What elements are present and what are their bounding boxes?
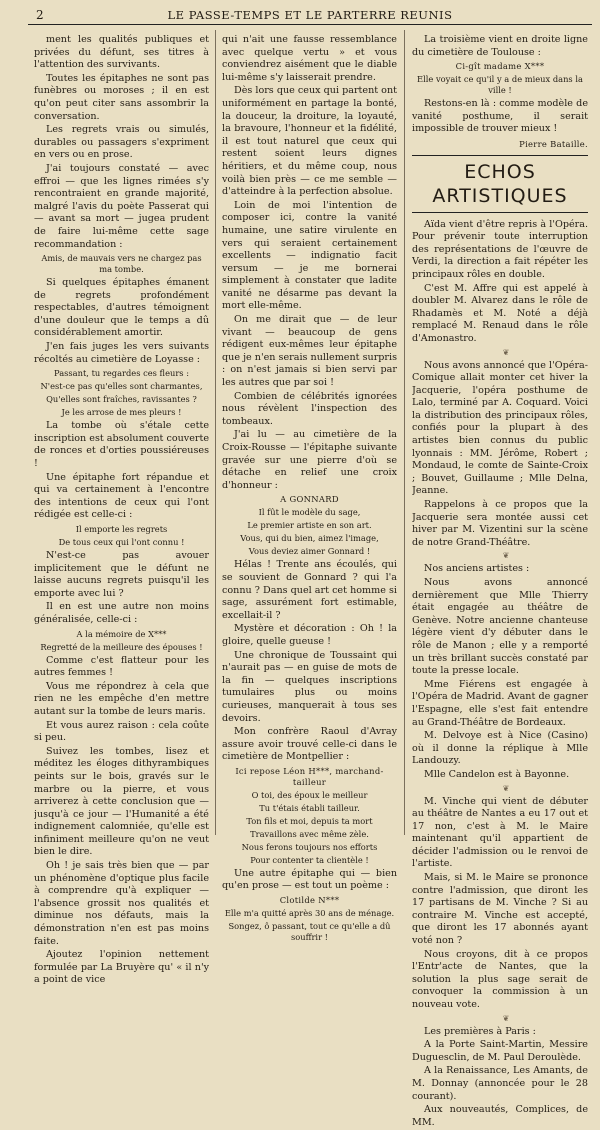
verse-line: De tous ceux qui l'ont connu !: [58, 537, 185, 547]
section-ornament: ❦: [502, 1013, 510, 1023]
paragraph: Dès lors que ceux qui partent ont uniformément en partage la bonté, la douceur, la droiture, la loyauté, la bravoure, l'honneur et la fidélité, il est tout naturel que ceux qui restent soient leurs dignes héritiers, et du même coup, nous voilà bien près — ce me semble — d'atteindre à la perfection absolue.: [222, 85, 397, 198]
paragraph: Une chronique de Toussaint qui n'aurait pas — en guise de mots de la fin — quelques inscriptions tumulaires plus ou moins curieuses, manquerait à tous ses devoirs.: [222, 649, 397, 724]
newspaper-title: LE PASSE-TEMPS ET LE PARTERRE REUNIS: [167, 8, 453, 22]
paragraph: Et vous aurez raison : cela coûte si peu.: [34, 719, 209, 744]
paragraph: Il en est une autre non moins généralisée, celle-ci :: [34, 601, 209, 625]
paragraph: Aux nouveautés, Complices, de MM.: [412, 1104, 588, 1128]
paragraph: Rappelons à ce propos que la Jacquerie sera montée aussi cet hiver par M. Vizentini sur la scène de notre Grand-Théâtre.: [412, 499, 588, 548]
paragraph: La troisième vient en droite ligne du cimetière de Toulouse :: [412, 34, 588, 58]
section-ornament: ❦: [502, 783, 510, 793]
verse-line: Elle m'a quitté après 30 ans de ménage.: [224, 908, 395, 919]
section-ornament: ❦: [502, 551, 510, 561]
paragraph: Mon confrère Raoul d'Avray assure avoir trouvé celle-ci dans le cimetière de Montpellier :: [222, 726, 397, 763]
paragraph: J'ai lu — au cimetière de la Croix-Rousse — l'épitaphe suivante gravée sur une pierre d'où se détache en relief une croix d'honneur :: [222, 429, 397, 491]
verse-line: Il emporte les regrets: [75, 524, 168, 534]
text-column-3: [412, 34, 588, 1130]
verse-line: Amis, de mauvais vers ne chargez pas ma tombe.: [41, 253, 202, 275]
header-rule: [28, 24, 592, 25]
verse-line: N'est-ce pas qu'elles sont charmantes,: [40, 381, 203, 392]
verse-line: Tu t'étais établi tailleur.: [259, 802, 360, 813]
paragraph: Si quelques épitaphes émanent de regrets profondément respectables, d'autres témoignent d'une douleur que le temps a dû considérablement amortir.: [34, 277, 209, 339]
verse-line: Nous ferons toujours nos efforts: [241, 841, 378, 852]
epitaph-heading: Ci-gît madame X***: [455, 61, 545, 72]
paragraph: N'est-ce pas avouer implicitement que le défunt ne laisse aucuns regrets puisqu'il les emporte avec lui ?: [34, 550, 209, 599]
verse-line: Pour contenter ta clientèle !: [250, 854, 369, 865]
verse-line: Le premier artiste en son art.: [247, 520, 372, 531]
verse-line: Qu'elles sont fraîches, ravissantes ?: [46, 394, 197, 405]
verse-line: Vous, qui du bien, aimez l'image,: [240, 533, 379, 544]
paragraph: Nous croyons, dit à ce propos l'Entr'acte de Nantes, que la solution la plus sage serait de convoquer la commission à un nouveau vote.: [412, 948, 588, 1010]
paragraph: A la Porte Saint-Martin, Messire Duguesclin, de M. Paul Deroulède.: [412, 1039, 588, 1063]
paragraph: Ajoutez l'opinion nettement formulée par La Bruyère qu' « il n'y a point de vice: [34, 949, 209, 986]
paragraph: Nous avons annoncé dernièrement que Mlle Thierry était engagée au théâtre de Genève. Notre ancienne chanteuse légère vient d'y débuter dans le rôle de Manon ; elle y a remporté un très brillant succès constaté par toute la presse locale.: [412, 577, 588, 677]
paragraph: A la Renaissance, Les Amants, de M. Donnay (annoncée pour le 28 courant).: [412, 1065, 588, 1102]
column-divider: [215, 30, 216, 835]
verse-line: O toi, des époux le meilleur: [251, 789, 368, 800]
paragraph: Mlle Candelon est à Bayonne.: [424, 768, 570, 780]
paragraph: M. Delvoye est à Nice (Casino) où il donne la réplique à Mlle Landouzy.: [412, 730, 588, 767]
verse-line: Regretté de la meilleure des épouses !: [40, 641, 203, 652]
section-title: ECHOS ARTISTIQUES: [432, 160, 568, 207]
paragraph: Oh ! je sais très bien que — par un phénomène d'optique plus facile à comprendre qu'à expliquer — l'absence grossit nos qualités et diminue nos défauts, mais la démonstration n'en est pas moins faite.: [34, 860, 209, 947]
paragraph: Mme Fiérens est engagée à l'Opéra de Madrid. Avant de gagner l'Espagne, elle s'est fait entendre au Grand-Théâtre de Bordeaux.: [412, 678, 588, 728]
epitaph-heading: Ici repose Léon H***, marchand-tailleur: [235, 765, 384, 787]
paragraph: Mais, si M. le Maire se prononce contre l'admission, que diront les 17 partisans de M. Vinche ? Si au contraire M. Vinche est accepté, que diront les 17 abonnés ayant voté non ?: [412, 872, 588, 947]
paragraph: J'en fais juges les vers suivants récoltés au cimetière de Loyasse :: [34, 341, 209, 365]
paragraph: J'ai toujours constaté — avec effroi — que les lignes rimées s'y rencontraient en grande majorité, malgré l'avis du poète Passerat qui — avant sa mort — jugea prudent de faire lui-même cette sage recommandation :: [34, 162, 209, 250]
epitaph-heading: A GONNARD: [280, 494, 339, 505]
section-ornament: ❦: [502, 347, 510, 357]
paragraph: Aïda vient d'être repris à l'Opéra. Pour prévenir toute interruption des représentations de l'œuvre de Verdi, la direction a fait répéter les principaux rôles en double.: [412, 218, 588, 280]
author-signature: Pierre Bataille.: [519, 138, 588, 149]
section-title-box: [412, 155, 588, 213]
paragraph: M. Vinche qui vient de débuter au théâtre de Nantes a eu 17 out et 17 non, c'est à M. le Maire maintenant qu'il appartient de décider l'admission ou le renvoi de l'artiste.: [412, 795, 588, 870]
verse-line: Il fût le modèle du sage,: [258, 507, 361, 518]
paragraph: Combien de célébrités ignorées nous révèlent l'inspection des tombeaux.: [222, 390, 397, 427]
paragraph: Nous avons annoncé que l'Opéra-Comique allait monter cet hiver la Jacquerie, l'opéra posthume de Lalo, terminé par A. Coquard. Voici la distribution des principaux rôles, confiés pour la plupart à des artistes bien connus du public lyonnais : MM. Jérôme, Robert ; Mondaud, le comte de Sainte-Croix ; Bouvet, Guillaume ; Mlle Delna, Jeanne.: [412, 359, 588, 497]
paragraph: Hélas ! Trente ans écoulés, qui se souvient de Gonnard ? qui l'a connu ? Dans quel art cet homme si sage, assurément fort estimable, excellait-il ?: [222, 559, 397, 621]
paragraph: Une épitaphe fort répandue et qui va certainement à l'encontre des intentions de ceux qui l'ont rédigée est celle-ci :: [34, 471, 209, 521]
verse-line: A la mémoire de X***: [76, 628, 167, 639]
paragraph: Les premières à Paris :: [424, 1025, 536, 1037]
verse-line: Passant, tu regardes ces fleurs :: [54, 368, 189, 379]
column-divider: [404, 30, 405, 835]
verse-line: Songez, ô passant, tout ce qu'elle a dû souffrir !: [228, 921, 391, 943]
epitaph-heading: Clotilde N***: [279, 895, 340, 906]
paragraph: Restons-en là : comme modèle de vanité posthume, il serait impossible de trouver mieux !: [412, 98, 588, 135]
paragraph: La tombe où s'étale cette inscription est absolument couverte de ronces et d'orties poussiéreuses !: [34, 420, 209, 470]
paragraph: C'est M. Affre qui est appelé à doubler M. Alvarez dans le rôle de Rhadamès et M. Noté a déjà remplacé M. Renaud dans le rôle d'Amonastro.: [412, 282, 588, 344]
paragraph: Vous me répondrez à cela que rien ne les empêche d'en mettre autant sur la tombe de leurs maris.: [34, 680, 209, 717]
paragraph: Nos anciens artistes :: [424, 563, 530, 575]
verse-line: Elle voyait ce qu'il y a de mieux dans la ville !: [417, 74, 583, 96]
verse-line: Je les arrose de mes pleurs !: [61, 407, 182, 418]
paragraph: Mystère et décoration : Oh ! la gloire, quelle gueuse !: [222, 623, 397, 647]
paragraph: Toutes les épitaphes ne sont pas funèbres ou moroses ; il en est qu'on peut citer sans assombrir la conversation.: [34, 72, 209, 122]
paragraph: Comme c'est flatteur pour les autres femmes !: [34, 654, 209, 679]
verse-line: Travaillons avec même zèle.: [250, 828, 369, 839]
paragraph: On me dirait que — de leur vivant — beaucoup de gens rédigent eux-mêmes leur épitaphe que je n'en serais nullement surpris : on n'est jamais si bien servi par les autres que par soi !: [222, 314, 397, 389]
paragraph: Les regrets vrais ou simulés, durables ou passagers s'expriment en vers ou en prose.: [34, 124, 209, 161]
paragraph: Une autre épitaphe qui — bien qu'en prose — est tout un poème :: [222, 867, 397, 892]
paragraph: qui n'ait une fausse ressemblance avec quelque vertu » et vous conviendrez aisément que le diable lui-même s'y laisserait prendre.: [222, 34, 397, 83]
text-column-2: [222, 34, 397, 945]
page-header: [28, 6, 592, 26]
verse-line: Ton fils et moi, depuis ta mort: [246, 815, 373, 826]
paragraph: Suivez les tombes, lisez et méditez les éloges dithyrambiques peints sur le bois, gravés sur le marbre ou la pierre, et vous arriverez à cette conclusion que — jusqu'à ce jour — l'Humanité a été indignement calomniée, qu'elle est infiniment meilleure qu'on ne veut bien le dire.: [34, 745, 209, 858]
verse-line: Vous deviez aimer Gonnard !: [248, 546, 371, 557]
page-number: 2: [36, 8, 44, 22]
paragraph: Loin de moi l'intention de composer ici, contre la vanité humaine, une satire virulente en vers qui seraient certainement excellents — indignatio facit versum — je me bornerai simplement à constater que ladite vanité ne désarme pas devant la mort elle-même.: [222, 199, 397, 312]
paragraph: ment les qualités publiques et privées du défunt, ses titres à l'attention des survivants.: [34, 34, 209, 71]
